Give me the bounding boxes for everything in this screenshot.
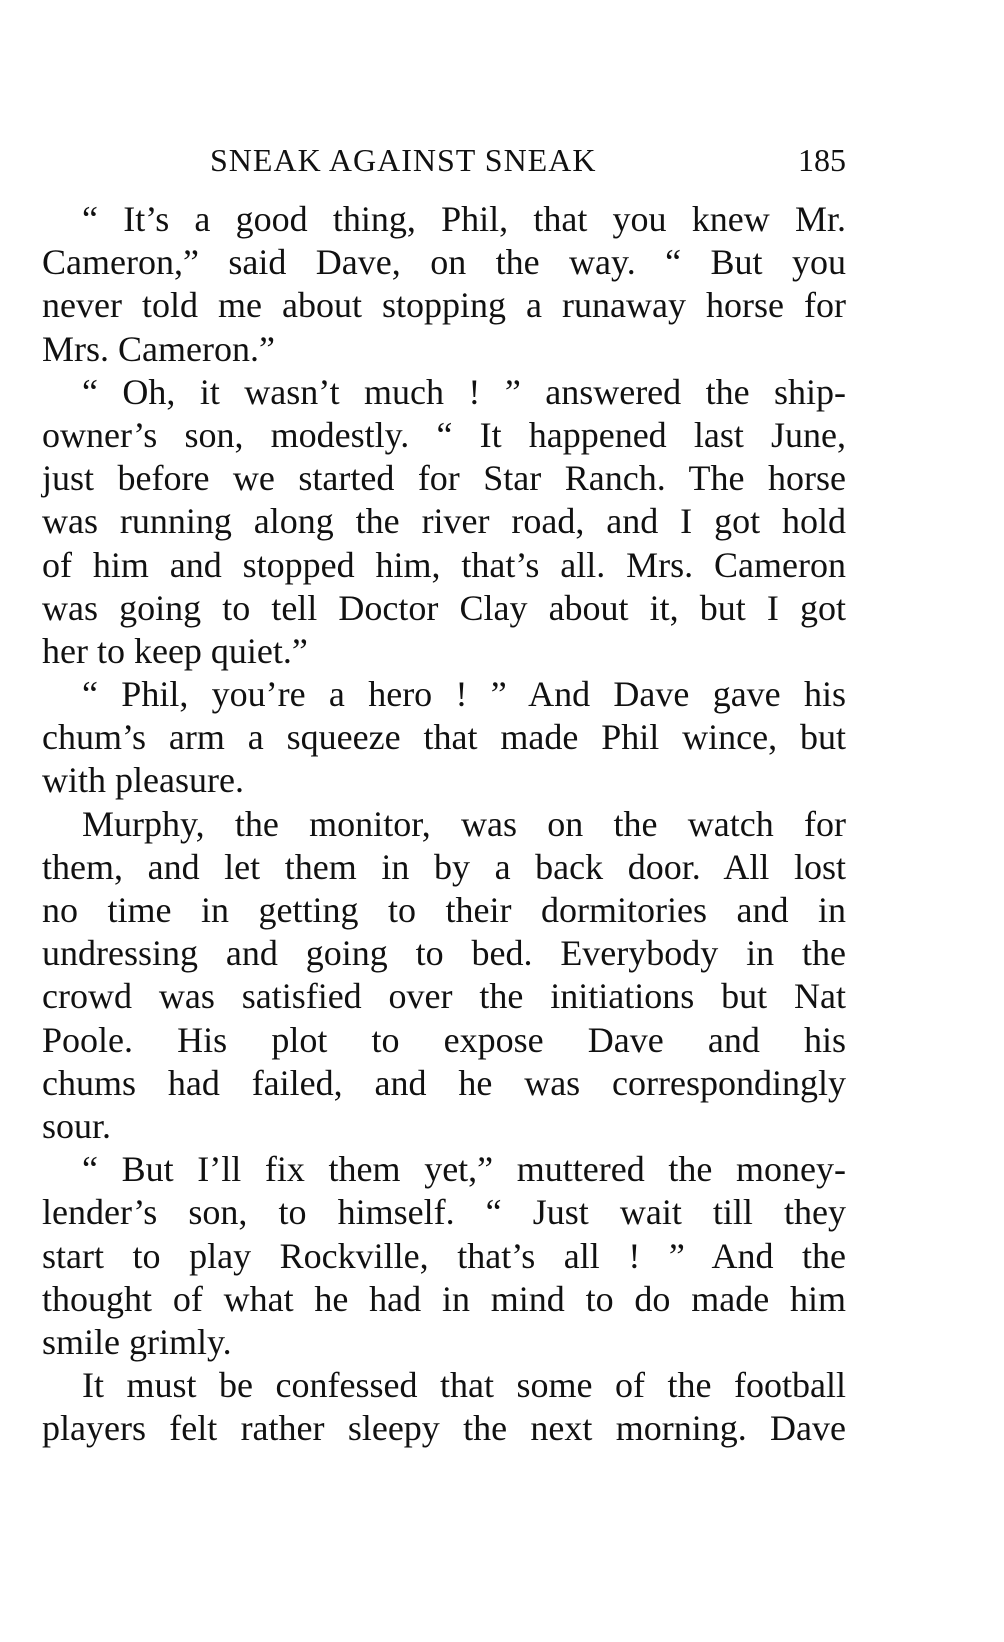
text-line: Cameron,” said Dave, on the way. “ But you [42, 242, 846, 283]
text-line: “ Oh, it wasn’t much ! ” answered the ship- [82, 371, 846, 412]
text-line: undressing and going to bed. Everybody in the [42, 933, 846, 974]
text-line: crowd was satisfied over the initiations but Nat [42, 976, 846, 1017]
text-line: was going to tell Doctor Clay about it, but I got [42, 587, 846, 628]
running-head [210, 138, 846, 182]
text-line: never told me about stopping a runaway horse for [42, 285, 846, 326]
text-line: It must be confessed that some of the football [82, 1365, 846, 1406]
text-line: “ But I’ll fix them yet,” muttered the money- [82, 1149, 846, 1190]
text-line: was running along the river road, and I got hold [42, 501, 846, 542]
text-line: her to keep quiet.” [42, 630, 308, 671]
text-line: Poole. His plot to expose Dave and his [42, 1019, 846, 1060]
text-line: smile grimly. [42, 1321, 232, 1362]
text-line: Murphy, the monitor, was on the watch for [82, 803, 846, 844]
text-line: no time in getting to their dormitories and in [42, 890, 846, 930]
text-line: players felt rather sleepy the next morning. Dave [42, 1408, 846, 1449]
text-line: just before we started for Star Ranch. The horse [42, 458, 846, 499]
text-line: owner’s son, modestly. “ It happened last June, [42, 414, 846, 455]
text-line: with pleasure. [42, 760, 244, 801]
text-line: “ Phil, you’re a hero ! ” And Dave gave his [82, 674, 846, 715]
text-line: thought of what he had in mind to do made him [42, 1278, 846, 1319]
body-text [42, 198, 846, 1450]
running-title: SNEAK AGAINST SNEAK [210, 142, 597, 178]
text-line: sour. [42, 1105, 112, 1146]
text-line: “ It’s a good thing, Phil, that you knew Mr. [82, 199, 846, 239]
text-line: chum’s arm a squeeze that made Phil wince, but [42, 717, 846, 758]
text-line: chums had failed, and he was correspondingly [42, 1062, 846, 1103]
text-line: them, and let them in by a back door. All lost [42, 846, 846, 887]
text-line: Mrs. Cameron.” [42, 328, 275, 369]
text-line: lender’s son, to himself. “ Just wait till they [42, 1192, 846, 1233]
text-line: of him and stopped him, that’s all. Mrs. Cameron [42, 544, 846, 585]
page-number: 185 [798, 142, 846, 178]
text-line: start to play Rockville, that’s all ! ” And the [42, 1235, 846, 1276]
